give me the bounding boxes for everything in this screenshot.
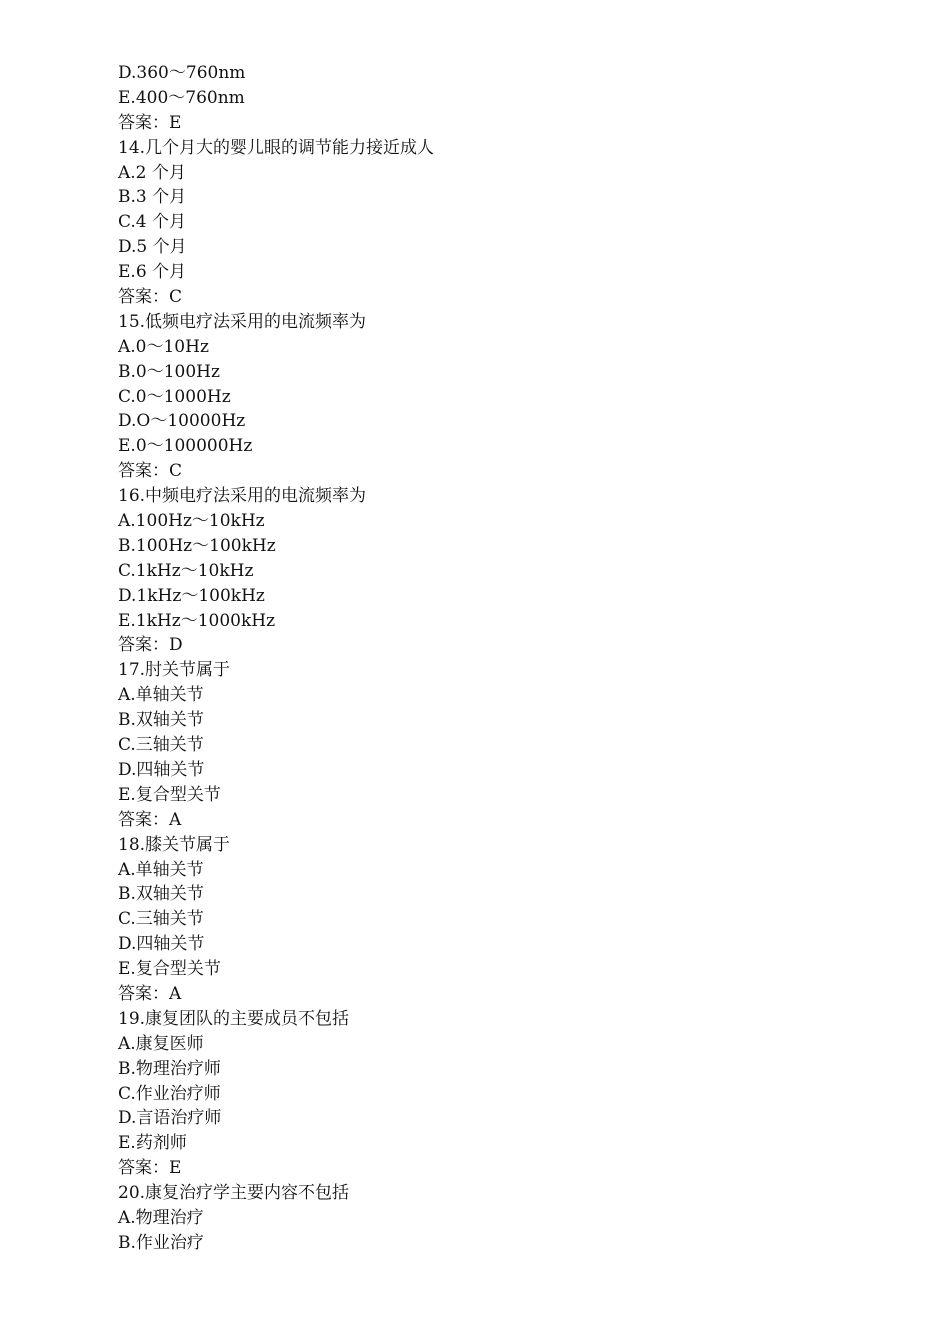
option-line: A.单轴关节: [118, 685, 204, 706]
option-line: C.4 个月: [118, 212, 187, 233]
option-line: B.3 个月: [118, 187, 187, 208]
option-line: E.400～760nm: [118, 87, 245, 108]
answer-line: 答案：C: [118, 461, 183, 482]
option-line: D.四轴关节: [118, 759, 205, 780]
option-line: B.作业治疗: [118, 1232, 204, 1253]
option-line: B.100Hz～100kHz: [118, 535, 276, 556]
answer-line: 答案：A: [118, 809, 182, 830]
option-line: A.单轴关节: [118, 859, 204, 880]
option-line: B.0～100Hz: [118, 361, 220, 382]
answer-line: 答案：E: [118, 112, 182, 133]
option-line: A.0～10Hz: [118, 336, 209, 357]
option-line: C.三轴关节: [118, 909, 204, 930]
option-line: A.物理治疗: [118, 1207, 204, 1228]
answer-line: 答案：A: [118, 983, 182, 1004]
answer-line: 答案：C: [118, 287, 183, 308]
question-line: 18.膝关节属于: [118, 834, 231, 855]
option-line: D.四轴关节: [118, 934, 205, 955]
option-line: E.6 个月: [118, 262, 187, 283]
option-line: C.0～1000Hz: [118, 386, 231, 407]
question-line: 20.康复治疗学主要内容不包括: [118, 1183, 350, 1204]
option-line: B.物理治疗师: [118, 1058, 221, 1079]
option-line: E.复合型关节: [118, 959, 221, 980]
option-line: A.2 个月: [118, 162, 186, 183]
answer-line: 答案：E: [118, 1158, 182, 1179]
option-line: D.言语治疗师: [118, 1108, 222, 1129]
option-line: C.三轴关节: [118, 735, 204, 756]
option-line: A.100Hz～10kHz: [118, 511, 265, 532]
option-line: D.360～760nm: [118, 63, 246, 83]
question-line: 15.低频电疗法采用的电流频率为: [118, 311, 367, 332]
option-line: C.作业治疗师: [118, 1083, 221, 1104]
option-line: A.康复医师: [118, 1033, 204, 1054]
option-line: E.0～100000Hz: [118, 436, 253, 457]
option-line: B.双轴关节: [118, 710, 204, 731]
option-line: E.1kHz～1000kHz: [118, 610, 276, 631]
question-line: 16.中频电疗法采用的电流频率为: [118, 486, 367, 507]
answer-line: 答案：D: [118, 635, 183, 656]
option-line: E.药剂师: [118, 1133, 187, 1154]
document-page: [118, 61, 878, 1256]
option-line: C.1kHz～10kHz: [118, 560, 254, 581]
question-line: 14.几个月大的婴儿眼的调节能力接近成人: [118, 137, 435, 158]
option-line: B.双轴关节: [118, 884, 204, 905]
option-line: E.复合型关节: [118, 784, 221, 805]
question-line: 17.肘关节属于: [118, 660, 231, 681]
question-line: 19.康复团队的主要成员不包括: [118, 1008, 350, 1029]
option-line: D.O～10000Hz: [118, 411, 246, 432]
option-line: D.1kHz～100kHz: [118, 585, 265, 606]
option-line: D.5 个月: [118, 237, 187, 258]
